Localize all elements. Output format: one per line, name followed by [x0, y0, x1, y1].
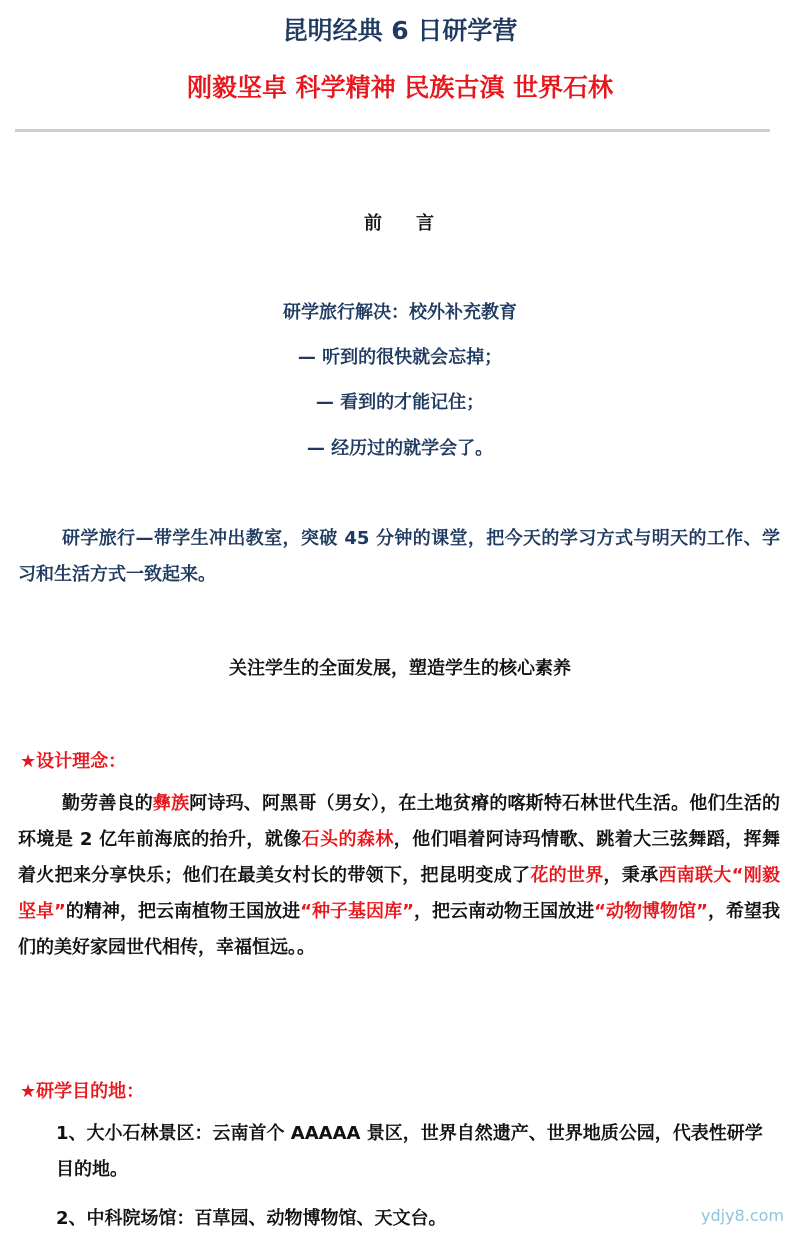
highlighted-phrase: “动物博物馆” [594, 901, 708, 922]
highlighted-phrase: 石头的森林 [301, 829, 394, 850]
paragraph-text: ，把云南动物王国放进 [413, 901, 595, 922]
paragraph-text: 的精神，把云南植物王国放进 [65, 901, 301, 922]
intro-paragraph: 研学旅行—带学生冲出教室，突破 45 分钟的课堂，把今天的学习方式与明天的工作、学习和生活方式一致起来。 [18, 528, 780, 585]
motto-line: 研学旅行解决：校外补充教育 [283, 302, 517, 323]
preface-heading [0, 209, 800, 235]
design-paragraph [18, 786, 780, 966]
design-heading: ★设计理念： [20, 751, 127, 772]
paragraph-text: ，秉承 [603, 865, 659, 886]
highlighted-phrase: 彝族 [152, 793, 190, 814]
destination-item: 2、中科院场馆：百草园、动物博物馆、天文台。 [56, 1208, 447, 1229]
page-subtitle: 刚毅坚卓 科学精神 民族古滇 世界石林 [186, 73, 614, 102]
paragraph-text: 勤劳善良的 [62, 793, 153, 814]
highlighted-phrase: “种子基因库” [300, 901, 414, 922]
preface-heading-char-2: 言 [416, 213, 436, 234]
focus-statement: 关注学生的全面发展，塑造学生的核心素养 [229, 658, 571, 679]
page-title: 昆明经典 6 日研学营 [282, 16, 518, 45]
highlighted-phrase: 花的世界 [530, 865, 604, 886]
motto-line: — 听到的很快就会忘掉； [297, 347, 503, 368]
header-divider [15, 129, 770, 132]
motto-line: — 经历过的就学会了。 [306, 438, 494, 459]
preface-heading-char-1: 前 [364, 213, 384, 234]
paragraph-text: ，他们唱着阿诗玛情歌、跳着大三弦舞蹈，挥舞着火把来分享快乐；他们在最美女村长的带领下，把昆明变成了 [18, 829, 781, 886]
motto-line: — 看到的才能记住； [315, 392, 485, 413]
highlighted-phrase: 西南联大“刚毅坚卓” [18, 865, 780, 922]
paragraph-text: 阿诗玛、阿黑哥（男女），在土地贫瘠的喀斯特石林世代生活。他们生活的环境是 2 亿年前海底的抬升，就像 [18, 793, 781, 850]
watermark: ydjy8.com [701, 1206, 784, 1225]
destinations-heading: ★研学目的地： [20, 1081, 145, 1102]
destination-item: 1、大小石林景区：云南首个 AAAAA 景区，世界自然遗产、世界地质公园，代表性研学目的地。 [56, 1123, 763, 1180]
paragraph-text: ，希望我们的美好家园世代相传，幸福恒远。。 [18, 901, 780, 958]
